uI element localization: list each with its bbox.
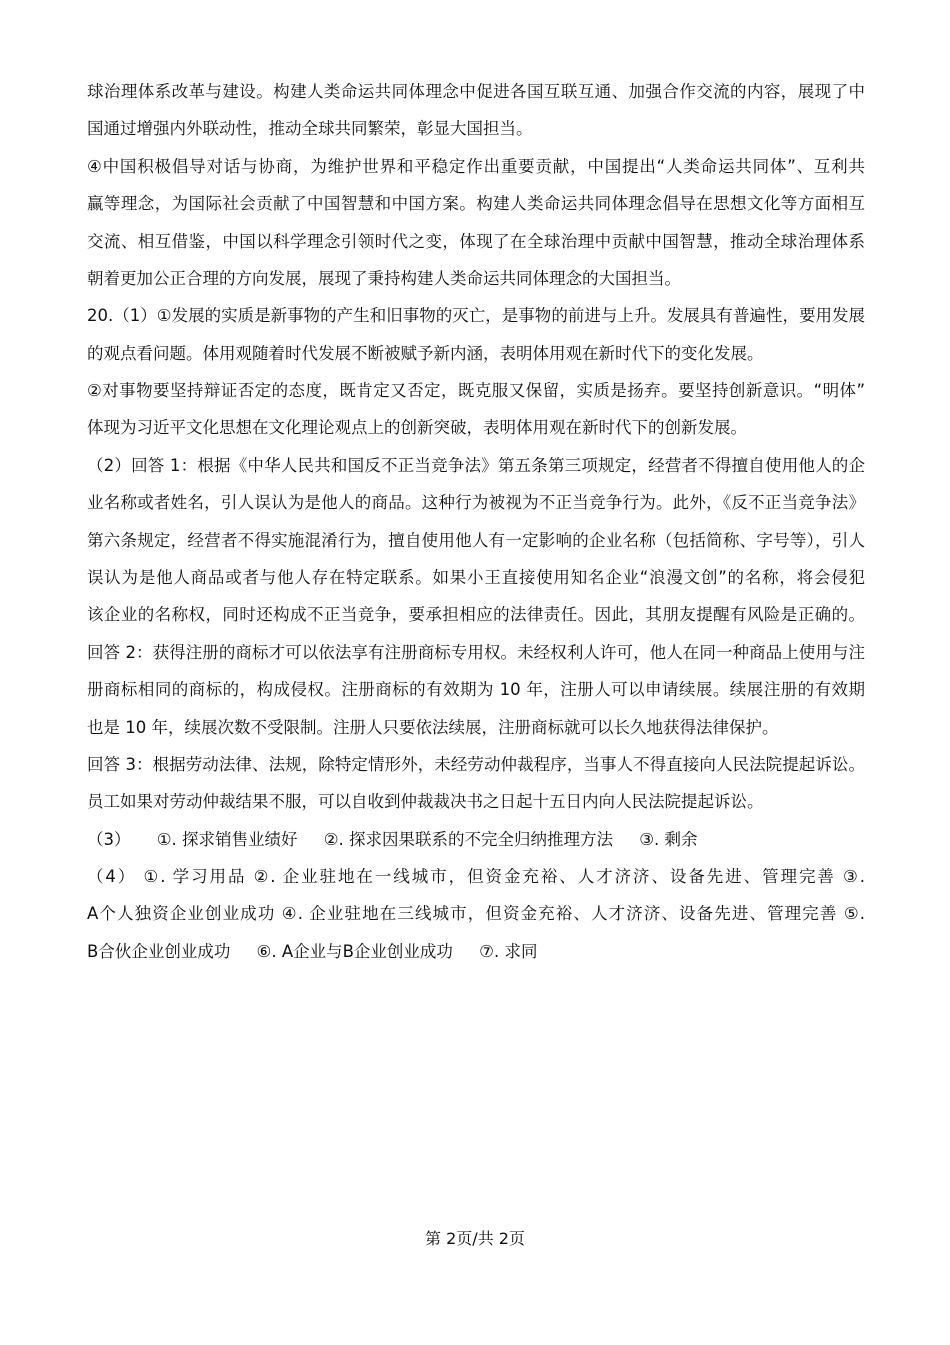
page-number-footer: 第 2页/共 2页	[425, 1229, 525, 1248]
text-line: （2）回答 1：根据《中华人民共和国反不正当竞争法》第五条第三项规定，经营者不得擅自使用他人的企	[87, 456, 865, 475]
text-line: ②对事物要坚持辩证否定的态度，既肯定又否定，既克服又保留，实质是扬弃。要坚持创新意识。“明体”	[87, 381, 865, 400]
text-line: 回答 3：根据劳动法律、法规，除特定情形外，未经劳动仲裁程序，当事人不得直接向人民法院提起诉讼。	[87, 755, 865, 774]
text-line: 国通过增强内外联动性，推动全球共同繁荣，彰显大国担当。	[87, 119, 533, 138]
text-line: （3） ①. 探求销售业绩好 ②. 探求因果联系的不完全归纳推理方法 ③. 剩余	[87, 830, 698, 849]
text-line: 朝着更加公正合理的方向发展，展现了秉持构建人类命运共同体理念的大国担当。	[87, 269, 681, 288]
text-line: 误认为是他人商品或者与他人存在特定联系。如果小王直接使用知名企业“浪漫文创”的名称，将会侵犯	[87, 568, 865, 587]
text-line: 的观点看问题。体用观随着时代发展不断被赋予新内涵，表明体用观在新时代下的变化发展。	[87, 344, 764, 363]
text-line: 册商标相同的商标的，构成侵权。注册商标的有效期为 10 年，注册人可以申请续展。续展注册的有效期	[87, 680, 865, 699]
text-line: 也是 10 年，续展次数不受限制。注册人只要依法续展，注册商标就可以长久地获得法律保护。	[87, 718, 779, 737]
text-line: ④中国积极倡导对话与协商，为维护世界和平稳定作出重要贡献，中国提出“人类命运共同体”、互利共	[87, 157, 865, 176]
text-line: 该企业的名称权，同时还构成不正当竞争，要承担相应的法律责任。因此，其朋友提醒有风险是正确的。	[87, 605, 865, 624]
text-line: 20.（1）①发展的实质是新事物的产生和旧事物的灭亡，是事物的前进与上升。发展具有普遍性，要用发展	[87, 306, 865, 325]
text-line: 第六条规定，经营者不得实施混淆行为，擅自使用他人有一定影响的企业名称（包括简称、字号等），引人	[87, 531, 865, 550]
text-line: （4） ①. 学习用品 ②. 企业驻地在一线城市，但资金充裕、人才济济、设备先进、管理完善 ③.	[87, 867, 865, 886]
text-line: 回答 2：获得注册的商标才可以依法享有注册商标专用权。未经权利人许可，他人在同一种商品上使用与注	[87, 643, 865, 662]
text-line: 交流、相互借鉴，中国以科学理念引领时代之变，体现了在全球治理中贡献中国智慧，推动全球治理体系	[87, 232, 865, 251]
text-line: 体现为习近平文化思想在文化理论观点上的创新突破，表明体用观在新时代下的创新发展。	[87, 418, 747, 437]
text-line: 球治理体系改革与建设。构建人类命运共同体理念中促进各国互联互通、加强合作交流的内容，展现了中	[87, 82, 865, 101]
text-line: B合伙企业创业成功 ⑥. A企业与B企业创业成功 ⑦. 求同	[87, 942, 538, 961]
text-line: 赢等理念，为国际社会贡献了中国智慧和中国方案。构建人类命运共同体理念倡导在思想文化等方面相互	[87, 194, 865, 213]
text-line: 员工如果对劳动仲裁结果不服，可以自收到仲裁裁决书之日起十五日内向人民法院提起诉讼。	[87, 792, 764, 811]
text-line: A个人独资企业创业成功 ④. 企业驻地在三线城市，但资金充裕、人才济济、设备先进、管理完善 ⑤.	[87, 904, 865, 923]
text-line: 业名称或者姓名，引人误认为是他人的商品。这种行为被视为不正当竞争行为。此外，《反不正当竞争法》	[87, 493, 865, 512]
